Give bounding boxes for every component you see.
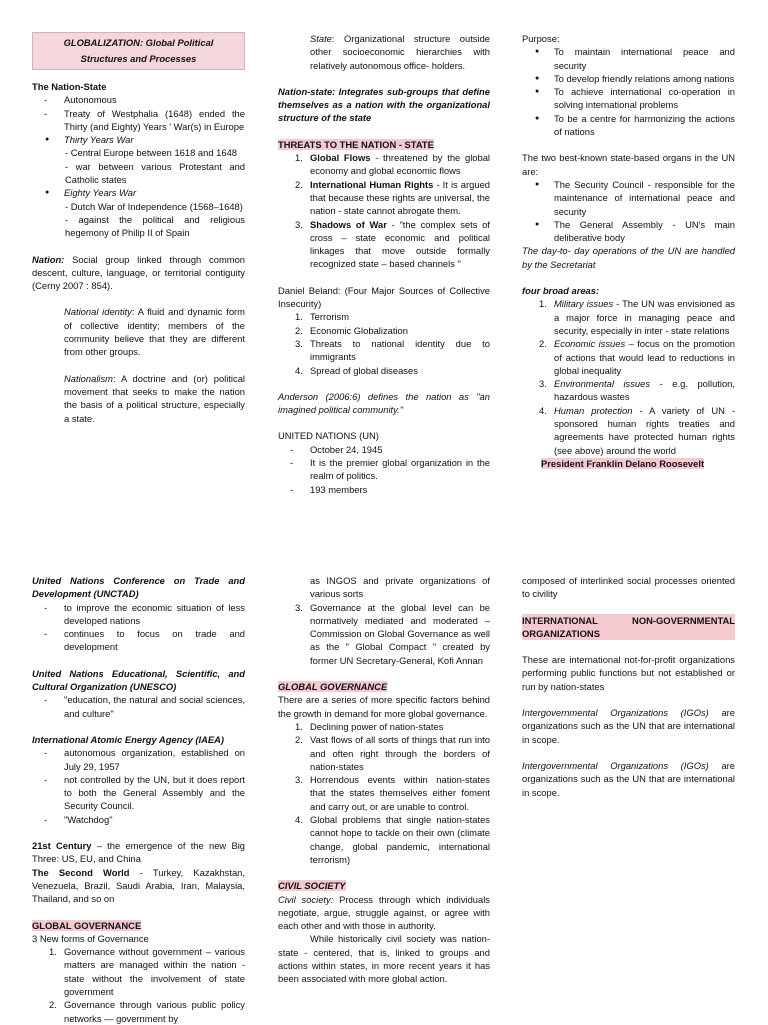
governance-forms-cont	[278, 601, 490, 667]
nation-def-text: Social group linked through common descent, culture, language, or territorial contiguity (Cerny 2007 : 854).	[32, 253, 245, 292]
list-item: 2. Economic Globalization	[295, 324, 408, 336]
list-item: 3. Horrendous events within nation-states that the states themselves either foment and carry out, or are unable to control.	[295, 774, 490, 812]
factor-text: Global problems that single nation-states cannot hope to tackle on their own (climate change, global pandemic, international terrorism)	[310, 814, 490, 865]
list-item: - "education, the natural and social sciences, and culture"	[32, 693, 245, 720]
president-text: President Franklin Delano Roosevelt	[541, 457, 705, 469]
detail-text: - war between various Protestant and Catholic states	[65, 160, 245, 186]
factors-list	[278, 720, 490, 866]
item-text: Terrorism	[310, 311, 350, 323]
organs-intro: The two best-known state-based organs in the UN are:	[522, 152, 735, 177]
list-item: - It is the premier global organization in the realm of politics.	[278, 456, 490, 483]
list-item: 2. Governance through various public policy networks — government by	[49, 999, 245, 1024]
identity-term: National identity	[64, 306, 132, 318]
list-item: ● The Security Council - responsible for the maintenance of international peace and security	[522, 178, 735, 218]
unctad-list	[32, 601, 245, 654]
factor-text: Horrendous events within nation-states that the states themselves either foment and carry out, or are unable to control.	[310, 774, 490, 812]
list-item: ● The General Assembly - UN's main deliberative body	[522, 218, 735, 245]
ingo-definition: These are international not-for-profit organizations performing public functions but not established or run by nation-states	[522, 654, 735, 692]
civil-society-heading	[278, 879, 490, 892]
form-text: Governance without government – various matters are managed within the nation - state without the involvement of state government	[64, 946, 245, 998]
page1-column-1	[32, 32, 245, 425]
nation-state-heading: The Nation-State	[32, 81, 107, 92]
continued-text: composed of interlinked social processes oriented to civility	[522, 575, 735, 600]
national-identity-definition	[32, 305, 245, 358]
gg-factors-intro: There are a series of more specific factors behind the growth in demand for more global governance.	[278, 694, 490, 719]
threat-term: International Human Rights	[310, 178, 434, 190]
list-item: - to improve the economic situation of less developed nations	[32, 601, 245, 628]
threats-heading-text: THREATS TO THE NATION - STATE	[278, 138, 434, 150]
factor-text: Vast flows of all sorts of things that run into and often right through the borders of nation-states	[310, 734, 490, 772]
area-term: Military issues	[554, 298, 614, 310]
areas-heading: four broad areas:	[522, 285, 600, 297]
page2-column-1	[32, 574, 245, 1025]
item-text: Economic Globalization	[310, 324, 408, 336]
threat-text: - It is argued that because these rights are universal, the nation - state cannot abrogate them.	[310, 178, 491, 217]
area-term: Economic issues	[554, 338, 626, 350]
list-item: 4. Global problems that single nation-states cannot hope to tackle on their own (climate change, global pandemic, international terrorism)	[295, 814, 490, 865]
global-governance-heading-2	[278, 680, 490, 693]
unesco-list	[32, 693, 245, 720]
continued-text: as INGOS and private organizations of various sorts	[310, 575, 490, 600]
detail-text: - against the political and religious hegemony of Philip II of Spain	[65, 213, 245, 239]
civil-society-definition	[278, 893, 490, 933]
wars-list	[32, 133, 245, 146]
gg-intro: 3 New forms of Governance	[32, 932, 149, 944]
state-definition	[278, 32, 490, 72]
list-item: - Autonomous	[32, 93, 245, 106]
threat-term: Global Flows	[310, 152, 371, 164]
century-21-text	[32, 839, 245, 866]
century-term: 21st Century	[32, 840, 92, 852]
list-item: 1. Terrorism	[295, 311, 350, 323]
second-world-def: - Turkey, Kazakhstan, Venezuela, Brazil, Saudi Arabia, Iran, Malaysia, Thailand, and so on	[32, 866, 246, 905]
page2-column-3	[522, 574, 735, 799]
list-item: ● To maintain international peace and security	[522, 45, 735, 72]
list-item: - autonomous organization, established on July 29, 1957	[32, 746, 245, 773]
civil-society-paragraph: While historically civil society was nation-state - centered, that is, linked to groups and actions within states, in more recent years it has been associated with more global action.	[278, 933, 490, 985]
area-text: - e.g. pollution, hazardous wastes	[554, 378, 735, 403]
list-item: 3. Environmental issues - e.g. pollution, hazardous wastes	[539, 378, 735, 403]
governance-forms-list	[32, 945, 245, 1025]
threats-list	[278, 151, 490, 271]
area-text: - The UN was envisioned as a major force in managing peace and security, especially in inter - state relations	[554, 298, 735, 336]
list-item: ● Eighty Years War	[32, 186, 245, 199]
list-item: ● To develop friendly relations among nations	[522, 72, 735, 85]
list-item: - October 24, 1945	[278, 443, 490, 456]
list-item: ● Thirty Years War	[32, 133, 245, 146]
cs-term: Civil society:	[278, 893, 334, 905]
factor-text: Declining power of nation-states	[310, 720, 444, 732]
list-item: 2. International Human Rights - It is argued that because these rights are universal, the nation - state cannot abrogate them.	[295, 178, 491, 217]
un-list	[278, 443, 490, 496]
area-term: Human protection	[554, 404, 633, 416]
igo-term: Intergovernmental Organizations (IGOs)	[522, 759, 709, 771]
gg-heading-text: GLOBAL GOVERNANCE	[32, 919, 142, 931]
list-item: 2. Vast flows of all sorts of things that run into and often right through the borders of nation-states	[295, 734, 490, 772]
list-item: ● To be a centre for harmonizing the actions of nations	[522, 112, 735, 139]
nation-state-definition: Nation-state: Integrates sub-groups that define themselves as a nation with the organizational structure of the state	[278, 85, 490, 124]
iaea-list	[32, 746, 245, 826]
nationalism-def-text: : A doctrine and (or) political movement that seeks to make the nation the basis of a political structure, especially a state.	[64, 372, 245, 424]
list-item: 3. Shadows of War - "the complex sets of cross – state economic and political linkages that move outside formally recognized state – based channels "	[295, 218, 490, 270]
list-item: 4. Human protection - A variety of UN - sponsored human rights treaties and agreements have protected human rights (see above) around the world	[539, 404, 736, 456]
igo-term: Intergovernmental Organizations (IGOs)	[522, 707, 709, 719]
anderson-quote: Anderson (2006:6) defines the nation as "an imagined political community."	[278, 390, 490, 416]
purpose-list	[522, 45, 735, 138]
list-item: 3. Threats to national identity due to immigrants	[295, 337, 490, 363]
organs-list	[522, 178, 735, 244]
threat-text: - threatened by the global economy and global economic flows	[310, 152, 490, 177]
threats-heading	[278, 138, 490, 151]
igo-def-text: are organizations such as the UN that are international in scope.	[522, 759, 735, 798]
area-term: Environmental issues	[554, 378, 651, 390]
page2-column-2	[278, 574, 490, 986]
list-item: 3. Governance at the global level can be normatively mediated and moderated – Commission on Global Governance as well as the " Global Compact " created by former UN Secretary-General, Kofi Annan	[295, 601, 490, 666]
igo-definition-2	[522, 759, 735, 799]
cs-heading-text: CIVIL SOCIETY	[278, 880, 346, 892]
list-item: 1. Military issues - The UN was envisioned as a major force in managing peace and security, especially in inter - state relations	[539, 298, 735, 336]
second-world-text	[32, 866, 245, 906]
detail-text: - Dutch War of Independence (1568–1648)	[65, 200, 243, 212]
document-title: GLOBALIZATION: Global Political Structures and Processes	[32, 32, 245, 70]
form-text: Governance at the global level can be normatively mediated and moderated – Commission on Global Governance as well as the " Global Compact " created by former UN Secretary-General, Kofi Annan	[310, 601, 490, 666]
list-item: 1. Global Flows - threatened by the global economy and global economic flows	[295, 152, 490, 177]
nation-term: Nation:	[32, 253, 65, 265]
state-term: State	[310, 33, 332, 44]
purpose-label: Purpose:	[522, 33, 560, 44]
nation-definition	[32, 253, 245, 293]
item-text: Threats to national identity due to immigrants	[310, 337, 490, 363]
form-text: Governance through various public policy networks — government by	[64, 999, 245, 1024]
cs-def-text: Process through which individuals negotiate, argue, struggle against, or agree with each other and with those in authority.	[278, 893, 490, 932]
iaea-heading: International Atomic Energy Agency (IAEA)	[32, 733, 225, 745]
list-item: 2. Economic issues – focus on the promotion of actions that would lead to reductions in global inequality	[539, 338, 735, 376]
threat-term: Shadows of War	[310, 218, 387, 230]
detail-text: - Central Europe between 1618 and 1648	[65, 147, 238, 159]
page1-column-3	[522, 32, 735, 470]
item-text: Spread of global diseases	[310, 364, 418, 376]
area-text: – focus on the promotion of actions that would lead to reductions in global inequality	[554, 338, 735, 376]
century-def: – the emergence of the new Big Three: US, EU, and China	[32, 840, 246, 865]
list-item: ● To achieve international co-operation in solving international problems	[522, 85, 735, 112]
unesco-heading: United Nations Educational, Scientific, and Cultural Organization (UNESCO)	[32, 667, 245, 693]
beland-intro: Daniel Beland: (Four Major Sources of Collective Insecurity)	[278, 284, 490, 310]
nationalism-definition	[32, 372, 245, 425]
state-def-text: : Organizational structure outside other socioeconomic hierarchies with relatively autonomous office- holders.	[310, 33, 490, 71]
ingo-heading	[522, 614, 735, 641]
list-item: 4. Spread of global diseases	[295, 364, 418, 376]
list-item: 1. Declining power of nation-states	[295, 720, 444, 732]
global-governance-heading	[32, 919, 245, 932]
secretariat-note: The day-to- day operations of the UN are handled by the Secretariat	[522, 245, 735, 270]
gg-heading-text: GLOBAL GOVERNANCE	[278, 681, 388, 693]
list-item: - "Watchdog"	[32, 813, 245, 826]
list-item: - not controlled by the UN, but it does report to both the General Assembly and the Security Council.	[32, 773, 245, 813]
identity-def-text: : A fluid and dynamic form of collective identity; members of the community believe that they are different from other groups.	[64, 306, 245, 358]
igo-definition-1	[522, 706, 735, 746]
threat-text: - "the complex sets of cross – state economic and political linkages that move outside formally recognized state – based channels "	[310, 218, 490, 270]
unctad-heading: United Nations Conference on Trade and Development (UNCTAD)	[32, 575, 245, 600]
list-item: - continues to focus on trade and development	[32, 627, 245, 654]
document-page-2	[0, 562, 768, 1024]
second-world-term: The Second World	[32, 866, 130, 878]
list-item: - 193 members	[278, 483, 490, 496]
igo-def-text: are organizations such as the UN that are international in scope.	[522, 707, 735, 745]
nationalism-term: Nationalism	[64, 372, 113, 384]
areas-list	[522, 297, 735, 457]
ingo-heading-text: INTERNATIONAL NON-GOVERNMENTAL ORGANIZATIONS	[522, 614, 735, 639]
area-text: - A variety of UN - sponsored human rights treaties and agreements have protected human rights (see above) around the world	[554, 404, 736, 456]
wars-list-2	[32, 186, 245, 199]
un-heading: UNITED NATIONS (UN)	[278, 430, 379, 442]
list-item: - Treaty of Westphalia (1648) ended the Thirty (and Eighty) Years ' War(s) in Europe	[32, 107, 245, 134]
page1-column-2	[278, 32, 490, 496]
list-item: 1. Governance without government – various matters are managed within the nation - state without the involvement of state government	[49, 946, 245, 998]
insecurity-list	[278, 310, 490, 376]
nation-state-list	[32, 93, 245, 133]
president-note	[522, 457, 735, 470]
